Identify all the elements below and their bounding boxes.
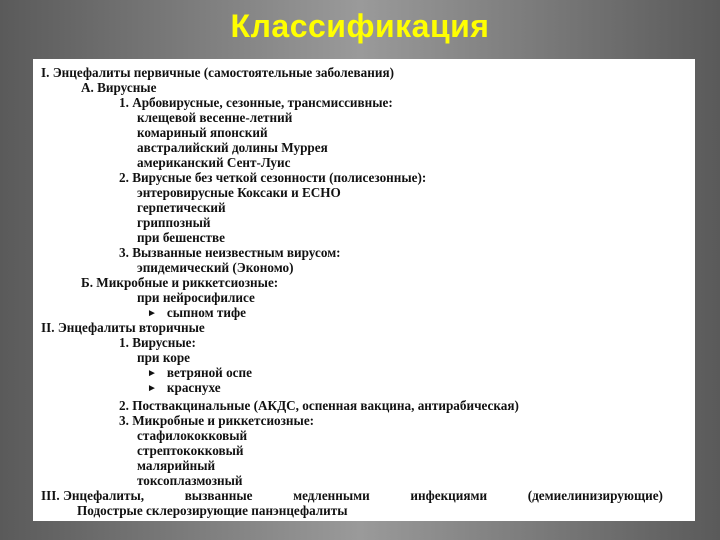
list-item: американский Сент-Луис [137, 155, 291, 170]
bullet-icon: ► [147, 383, 157, 394]
heading-word: III. Энцефалиты, [41, 488, 145, 503]
section-ii-heading: II. Энцефалиты вторичные [41, 320, 205, 335]
list-item: Подострые склерозирующие панэнцефалиты [77, 503, 348, 518]
item-heading: 2. Вирусные без четкой сезонности (полисезонные): [119, 170, 427, 185]
bullet-item: ► сыпном тифе [147, 305, 246, 320]
list-item: стрептококковый [137, 443, 244, 458]
heading-word: (демиелинизирующие) [527, 488, 663, 503]
list-item: при бешенстве [137, 230, 225, 245]
subsection-b-heading: Б. Микробные и риккетсиозные: [81, 275, 279, 290]
list-item: при нейросифилисе [137, 290, 255, 305]
subsection-a-heading: А. Вирусные [81, 80, 157, 95]
list-item: токсоплазмозный [137, 473, 243, 488]
item-heading: 3. Микробные и риккетсиозные: [119, 413, 315, 428]
list-item: малярийный [137, 458, 216, 473]
classification-document [33, 59, 695, 521]
list-item: клещевой весенне-летний [137, 110, 293, 125]
item-heading: 3. Вызванные неизвестным вирусом: [119, 245, 341, 260]
item-heading: 1. Арбовирусные, сезонные, трансмиссивные: [119, 95, 393, 110]
section-i-heading: I. Энцефалиты первичные (самостоятельные заболевания) [41, 65, 394, 80]
list-item: гриппозный [137, 215, 211, 230]
section-iii-heading [41, 488, 663, 503]
list-item: стафилококковый [137, 428, 248, 443]
bullet-icon: ► [147, 308, 157, 319]
heading-word: вызванные [184, 488, 253, 503]
list-item: эпидемический (Экономо) [137, 260, 294, 275]
slide-title: Классификация [230, 8, 490, 44]
list-item: австралийский долины Муррея [137, 140, 328, 155]
list-item: энтеровирусные Коксаки и ЕСНО [137, 185, 341, 200]
heading-word: инфекциями [410, 488, 488, 503]
list-item: при коре [137, 350, 191, 365]
list-item: комариный японский [137, 125, 268, 140]
list-item: герпетический [137, 200, 226, 215]
heading-word: медленными [293, 488, 370, 503]
item-heading: 1. Вирусные: [119, 335, 196, 350]
bullet-item: ► краснухе [147, 380, 221, 395]
item-heading: 2. Поствакцинальные (АКДС, оспенная вакцина, антирабическая) [119, 398, 519, 413]
bullet-icon: ► [147, 368, 157, 379]
bullet-item: ► ветряной оспе [147, 365, 252, 380]
